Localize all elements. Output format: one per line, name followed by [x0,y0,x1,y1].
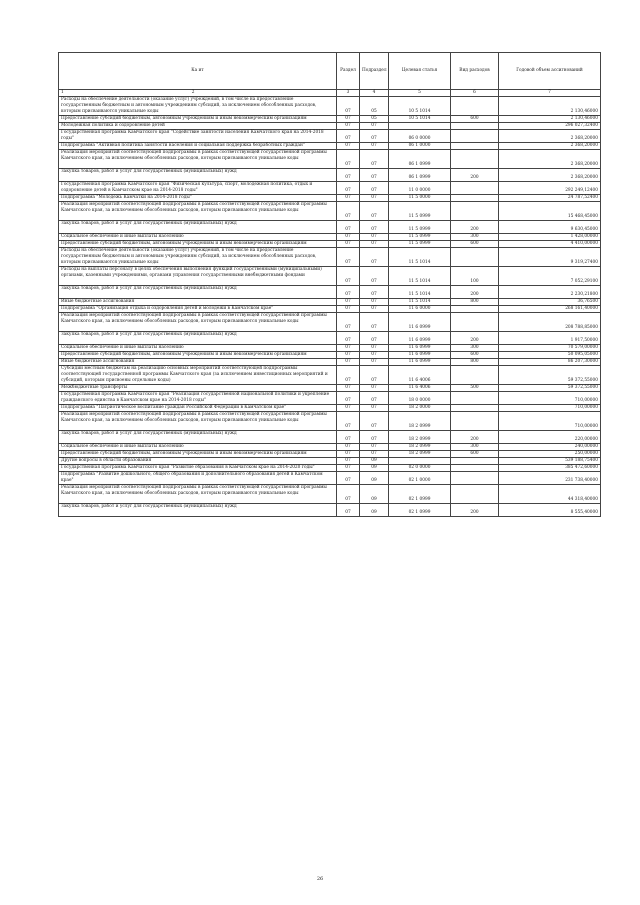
column-number-row [59,90,601,97]
row-expense-type [451,202,499,221]
row-expense-type: 600 [451,241,499,248]
row-description: Реализация мероприятий соответствующей подпрограммы в рамках соответствующей государственной программы Камчатского края, за исключением обособленных расходов, которым присваиваются уникальные коды [59,485,337,504]
row-description: Подпрограмма "Развитие дошкольного, общего образования и дополнительного образования детей в Камчатском крае" [59,472,337,485]
row-target-article: 18 2 0999 [389,431,451,444]
row-razdel: 07 [337,359,360,366]
table-row [59,123,601,130]
row-target-article: 11 5 1014 [389,248,451,267]
header-name: Ка ит [59,53,337,90]
table-row [59,345,601,352]
row-expense-type: 600 [451,352,499,359]
row-podrazdel: 05 [360,97,389,116]
row-target-article: 02 1 0999 [389,504,451,517]
row-expense-type: 200 [451,286,499,299]
table-row [59,221,601,234]
row-podrazdel: 07 [360,182,389,195]
row-razdel: 07 [337,465,360,472]
row-podrazdel: 09 [360,504,389,517]
row-description: Другие вопросы в области образования [59,458,337,465]
row-podrazdel: 07 [360,143,389,150]
row-razdel: 07 [337,97,360,116]
row-amount: 9 630,45000 [499,221,601,234]
row-podrazdel: 05 [360,116,389,123]
row-razdel: 07 [337,150,360,169]
row-expense-type [451,150,499,169]
row-expense-type [451,195,499,202]
row-podrazdel: 07 [360,195,389,202]
table-row [59,143,601,150]
row-description: Реализация мероприятий соответствующей подпрограммы в рамках соответствующей государственной программы Камчатского края, за исключением обособленных расходов, которым присваиваются уникальные коды [59,150,337,169]
row-razdel: 07 [337,385,360,392]
page-number: 26 [316,876,324,882]
table-row [59,385,601,392]
row-podrazdel: 07 [360,451,389,458]
row-razdel: 07 [337,485,360,504]
row-target-article: 11 5 0999 [389,234,451,241]
row-target-article: 11 6 0999 [389,359,451,366]
row-description: Реализация мероприятий соответствующей подпрограммы в рамках соответствующей государственной программы Камчатского края, за исключением обособленных расходов, которым присваиваются уникальные коды [59,202,337,221]
row-target-article: 11 6 0999 [389,332,451,345]
row-description: Расходы на обеспечение деятельности (оказание услуг) учреждений, в том числе на предоставление государственным бюджетным и автономным учреждениям субсидий, за исключением обособленных расходов, которым присваиваются уникальные коды [59,97,337,116]
row-expense-type [451,465,499,472]
column-number: 6 [451,90,499,97]
column-number: 4 [360,90,389,97]
row-amount: 2 368,20000 [499,130,601,143]
row-podrazdel: 07 [360,313,389,332]
budget-table [58,52,601,517]
row-target-article: 06 0 0000 [389,130,451,143]
table-row [59,359,601,366]
row-razdel: 07 [337,248,360,267]
row-podrazdel: 07 [360,248,389,267]
header-row [59,53,601,90]
row-podrazdel: 07 [360,286,389,299]
row-description: Государственная программа Камчатского края "Реализация государственной национальной политики и укрепление гражданского единства в Камчатском крае на 2014-2018 годы" [59,392,337,405]
table-row [59,241,601,248]
header-annual-amount: Годовой объем ассигнований [499,53,601,90]
row-expense-type [451,123,499,130]
row-description: Реализация мероприятий соответствующей подпрограммы в рамках соответствующей государственной программы Камчатского края, за исключением обособленных расходов, которым присваиваются уникальные коды [59,412,337,431]
row-expense-type [451,97,499,116]
row-razdel: 07 [337,130,360,143]
row-expense-type [451,313,499,332]
row-target-article: 02 1 0999 [389,485,451,504]
row-razdel: 07 [337,221,360,234]
row-razdel: 07 [337,431,360,444]
row-amount: 2 230,21800 [499,286,601,299]
row-expense-type: 200 [451,332,499,345]
row-amount: 1 917,50000 [499,332,601,345]
row-podrazdel: 07 [360,405,389,412]
row-target-article: 11 5 0999 [389,221,451,234]
row-description: Закупка товаров, работ и услуг для государственных (муниципальных) нужд [59,286,337,299]
row-amount: 220,00000 [499,431,601,444]
row-amount: 86 207,30000 [499,359,601,366]
table-row [59,182,601,195]
table-row [59,150,601,169]
row-amount: 539 188,75400 [499,458,601,465]
row-description: Закупка товаров, работ и услуг для государственных (муниципальных) нужд [59,332,337,345]
column-number: 1 [61,90,64,95]
row-expense-type [451,366,499,385]
row-expense-type: 200 [451,431,499,444]
row-amount: 250,00000 [499,451,601,458]
row-amount: 710,00000 [499,392,601,405]
row-amount: 2 368,20000 [499,169,601,182]
row-podrazdel: 07 [360,352,389,359]
row-description: Расходы на выплаты персоналу в целях обеспечения выполнения функций государственными (муниципальными) органами, казенными учреждениями, органами управления государственными внебюджетными фондами [59,267,337,286]
row-expense-type: 800 [451,299,499,306]
row-expense-type [451,485,499,504]
row-razdel: 07 [337,202,360,221]
row-razdel: 07 [337,143,360,150]
row-razdel: 07 [337,444,360,451]
row-amount: 70 579,00000 [499,345,601,352]
row-description: Иные бюджетные ассигнования [59,299,337,306]
row-description: Субсидии местным бюджетам на реализацию основных мероприятий соответствующей подпрограммы соответствующей государственной программы Камчатского края (за исключением инвестиционных мероприятий и субсидий, которым присвоены отдельные коды) [59,366,337,385]
row-razdel: 07 [337,169,360,182]
row-target-article: 06 1 0000 [389,143,451,150]
row-target-article: 11 6 0999 [389,345,451,352]
row-description: Молодежная политика и оздоровление детей [59,123,337,130]
row-description: Межбюджетные трансферты [59,385,337,392]
row-description: Социальное обеспечение и иные выплаты населению [59,345,337,352]
row-razdel: 07 [337,306,360,313]
row-target-article: 11 6 0000 [389,306,451,313]
row-amount: 1 428,00000 [499,234,601,241]
row-description: Государственная программа Камчатского края "Развитие образования в Камчатском крае на 2014-2020 годы" [59,465,337,472]
table-row [59,116,601,123]
row-description: Подпрограмма "Организация отдыха и оздоровления детей и молодежи в Камчатском крае" [59,306,337,313]
row-amount: 2 368,20000 [499,150,601,169]
row-description: Предоставление субсидий бюджетным, автономным учреждениям и иным некоммерческим организациям [59,116,337,123]
row-expense-type [451,143,499,150]
row-expense-type: 200 [451,169,499,182]
row-razdel: 07 [337,352,360,359]
row-description: Расходы на обеспечение деятельности (оказание услуг) учреждений, в том числе на предоставление государственным бюджетным и автономным учреждениям субсидий, за исключением обособленных расходов, которым присваиваются уникальные коды [59,248,337,267]
row-expense-type: 500 [451,385,499,392]
row-razdel: 07 [337,241,360,248]
row-description: Реализация мероприятий соответствующей подпрограммы в рамках соответствующей государственной программы Камчатского края, за исключением обособленных расходов, которым присваиваются уникальные коды [59,313,337,332]
row-podrazdel: 07 [360,366,389,385]
row-razdel: 07 [337,299,360,306]
row-podrazdel: 07 [360,202,389,221]
row-amount: 208 788,85000 [499,313,601,332]
row-podrazdel: 07 [360,385,389,392]
table-row [59,444,601,451]
table-row [59,169,601,182]
row-description: Предоставление субсидий бюджетным, автономным учреждениям и иным некоммерческим организациям [59,241,337,248]
row-podrazdel: 07 [360,241,389,248]
row-amount: 296 027,32400 [499,123,601,130]
row-target-article: 11 6 4006 [389,366,451,385]
header-podrazdel: Подраздел [360,53,389,90]
row-podrazdel: 07 [360,306,389,313]
row-target-article [389,458,451,465]
row-target-article: 11 6 0999 [389,313,451,332]
row-razdel: 07 [337,472,360,485]
row-podrazdel: 09 [360,458,389,465]
row-podrazdel: 09 [360,465,389,472]
row-description: Государственная программа Камчатского края "Содействие занятости населения Камчатского края на 2014-2018 годы" [59,130,337,143]
table-row [59,234,601,241]
row-expense-type: 100 [451,267,499,286]
row-podrazdel: 07 [360,332,389,345]
row-amount: 15 468,45000 [499,202,601,221]
row-amount: 8 555,40000 [499,504,601,517]
row-razdel: 07 [337,313,360,332]
table-row [59,431,601,444]
column-number: 5 [389,90,451,97]
row-expense-type [451,472,499,485]
table-row [59,465,601,472]
row-target-article: 18 2 0000 [389,405,451,412]
row-podrazdel: 07 [360,150,389,169]
row-description: Подпрограмма "Активная политика занятости населения и социальная поддержка безработных граждан" [59,143,337,150]
row-target-article: 18 0 0000 [389,392,451,405]
table-row [59,299,601,306]
row-razdel: 07 [337,286,360,299]
row-target-article [389,123,451,130]
row-description: Социальное обеспечение и иные выплаты населению [59,234,337,241]
row-expense-type [451,182,499,195]
table-row [59,97,601,116]
row-target-article: 10 5 1014 [389,97,451,116]
row-amount: 385 472,60000 [499,465,601,472]
row-amount: 2 368,20000 [499,143,601,150]
row-podrazdel: 09 [360,472,389,485]
row-expense-type: 200 [451,221,499,234]
table-row [59,451,601,458]
row-podrazdel: 07 [360,345,389,352]
row-description: Закупка товаров, работ и услуг для государственных (муниципальных) нужд [59,504,337,517]
header-expense-type: Вид расходов [451,53,499,90]
row-target-article: 18 2 0999 [389,412,451,431]
row-podrazdel: 07 [360,359,389,366]
row-target-article: 11 5 1014 [389,299,451,306]
row-podrazdel: 07 [360,392,389,405]
table-row [59,332,601,345]
row-razdel: 07 [337,366,360,385]
row-podrazdel: 07 [360,267,389,286]
row-target-article: 02 0 0000 [389,465,451,472]
row-amount: 2 130,46000 [499,116,601,123]
row-razdel: 07 [337,405,360,412]
row-expense-type [451,130,499,143]
row-razdel: 07 [337,412,360,431]
row-description: Подпрограмма "Молодежь Камчатки на 2014-2018 годы" [59,195,337,202]
row-amount: 2 130,46000 [499,97,601,116]
row-amount: 710,00000 [499,405,601,412]
row-podrazdel: 07 [360,130,389,143]
row-target-article: 11 6 0999 [389,352,451,359]
row-expense-type: 200 [451,504,499,517]
row-description: Государственная программа Камчатского края "Физическая культура, спорт, молодежная политика, отдых и оздоровление детей в Камчатском крае на 2014-2018 годы" [59,182,337,195]
row-expense-type [451,306,499,313]
row-razdel: 07 [337,267,360,286]
row-amount: 44 318,40000 [499,485,601,504]
row-amount: 9 319,27400 [499,248,601,267]
table-row [59,485,601,504]
row-podrazdel: 07 [360,123,389,130]
row-target-article: 18 2 0999 [389,451,451,458]
row-expense-type: 300 [451,444,499,451]
row-amount: 36,76500 [499,299,601,306]
column-number: 7 [499,90,601,97]
table-row [59,313,601,332]
row-target-article: 06 1 0999 [389,169,451,182]
table-row [59,306,601,313]
row-amount: 231 738,40000 [499,472,601,485]
table-row [59,202,601,221]
row-target-article: 11 6 4006 [389,385,451,392]
row-podrazdel: 07 [360,431,389,444]
row-expense-type [451,405,499,412]
row-podrazdel: 09 [360,485,389,504]
table-row [59,195,601,202]
row-target-article: 11 5 0000 [389,195,451,202]
row-razdel: 07 [337,504,360,517]
table-row [59,352,601,359]
header-razdel: Раздел [337,53,360,90]
row-expense-type: 300 [451,234,499,241]
column-number: 2 [191,90,195,95]
row-expense-type [451,412,499,431]
row-amount: 4 410,00000 [499,241,601,248]
column-number: 3 [337,90,360,97]
row-podrazdel: 07 [360,299,389,306]
row-amount: 59 372,55000 [499,366,601,385]
table-row [59,267,601,286]
row-amount: 24 787,52400 [499,195,601,202]
row-description: Подпрограмма "Патриотическое воспитание граждан Российской Федерации в Камчатском крае" [59,405,337,412]
table-row [59,458,601,465]
row-amount: 240,00000 [499,444,601,451]
row-amount: 268 161,40000 [499,306,601,313]
row-description: Предоставление субсидий бюджетным, автономным учреждениям и иным некоммерческим организациям [59,352,337,359]
row-target-article: 06 1 0999 [389,150,451,169]
row-description: Социальное обеспечение и иные выплаты населению [59,444,337,451]
row-razdel: 07 [337,345,360,352]
row-description: Закупка товаров, работ и услуг для государственных (муниципальных) нужд [59,221,337,234]
row-target-article: 11 5 1014 [389,267,451,286]
row-target-article: 18 2 0999 [389,444,451,451]
row-expense-type [451,392,499,405]
row-expense-type [451,458,499,465]
table-row [59,366,601,385]
table-row [59,286,601,299]
row-razdel: 07 [337,392,360,405]
row-amount: 59 372,55000 [499,385,601,392]
row-razdel: 07 [337,195,360,202]
row-description: Закупка товаров, работ и услуг для государственных (муниципальных) нужд [59,431,337,444]
row-razdel: 07 [337,116,360,123]
row-razdel: 07 [337,182,360,195]
row-razdel: 07 [337,451,360,458]
table-row [59,248,601,267]
row-podrazdel: 07 [360,169,389,182]
column-number-desc [59,90,337,97]
row-razdel: 07 [337,458,360,465]
row-amount: 710,00000 [499,412,601,431]
row-description: Иные бюджетные ассигнования [59,359,337,366]
row-target-article: 11 0 0000 [389,182,451,195]
row-amount: 292 249,12400 [499,182,601,195]
header-target-article: Целевая статья [389,53,451,90]
row-expense-type: 800 [451,359,499,366]
row-target-article: 10 5 1014 [389,116,451,123]
row-amount: 7 052,29100 [499,267,601,286]
row-expense-type: 600 [451,451,499,458]
table-row [59,412,601,431]
row-razdel: 07 [337,123,360,130]
row-razdel: 07 [337,332,360,345]
table-row [59,472,601,485]
row-target-article: 11 5 1014 [389,286,451,299]
table-row [59,392,601,405]
row-target-article: 11 5 0999 [389,202,451,221]
row-expense-type: 300 [451,345,499,352]
row-target-article: 02 1 0000 [389,472,451,485]
row-razdel: 07 [337,234,360,241]
row-expense-type: 600 [451,116,499,123]
row-podrazdel: 07 [360,234,389,241]
row-podrazdel: 07 [360,221,389,234]
row-description: Предоставление субсидий бюджетным, автономным учреждениям и иным некоммерческим организациям [59,451,337,458]
row-amount: 50 095,05000 [499,352,601,359]
row-description: Закупка товаров, работ и услуг для государственных (муниципальных) нужд [59,169,337,182]
row-podrazdel: 07 [360,412,389,431]
row-expense-type [451,248,499,267]
row-podrazdel: 07 [360,444,389,451]
table-row [59,130,601,143]
table-row [59,405,601,412]
row-target-article: 11 5 0999 [389,241,451,248]
table-row [59,504,601,517]
